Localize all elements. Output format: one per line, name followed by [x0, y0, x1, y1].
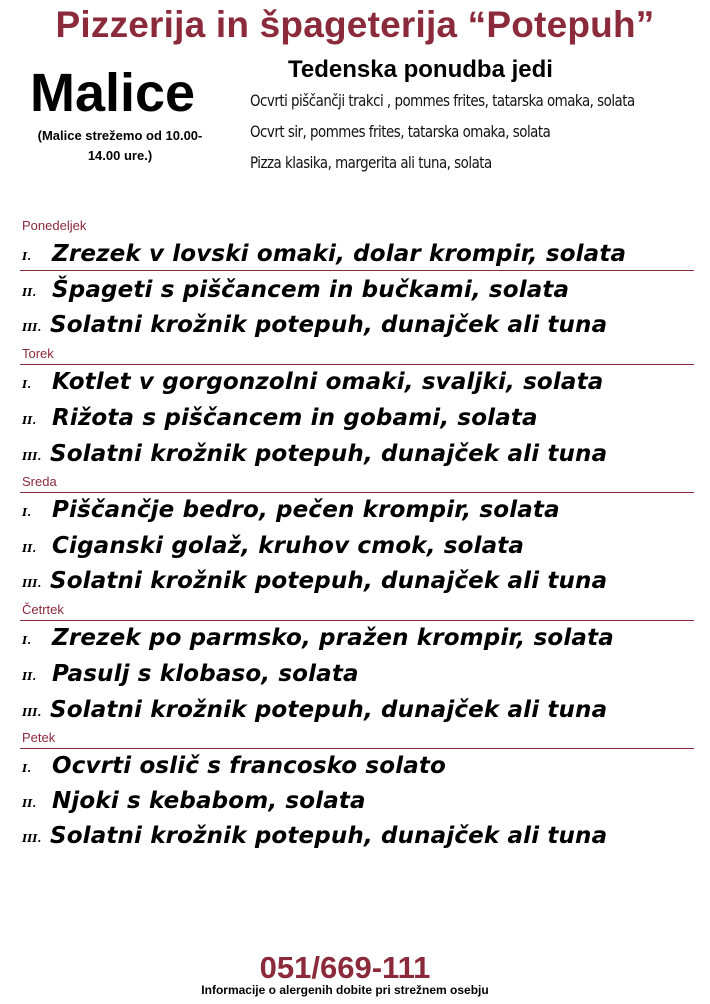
dish-name: Ciganski golaž, kruhov cmok, solata [52, 533, 525, 559]
day-divider [20, 748, 694, 749]
dish-name: Solatni krožnik potepuh, dunajček ali tuna [50, 823, 608, 849]
allergen-note: Informacije o alergenih dobite pri strežnem osebju [201, 983, 489, 997]
dish-name: Zrezek v lovski omaki, dolar krompir, solata [52, 241, 627, 267]
weekly-offer-title: Tedenska ponudba jedi [288, 56, 553, 83]
dish-name: Solatni krožnik potepuh, dunajček ali tuna [50, 568, 608, 594]
item-numeral: I. [22, 506, 31, 519]
dish-name: Špageti s piščancem in bučkami, solata [52, 277, 570, 303]
dish-name: Solatni krožnik potepuh, dunajček ali tuna [50, 312, 608, 338]
weekly-offer-item: Pizza klasika, margerita ali tuna, solata [250, 155, 492, 173]
item-numeral: II. [22, 670, 37, 683]
day-label: Torek [22, 346, 54, 361]
day-divider [20, 620, 694, 621]
weekly-offer-item: Ocvrti piščančji trakci , pommes frites, tatarska omaka, solata [250, 93, 635, 111]
item-numeral: I. [22, 762, 31, 775]
restaurant-title: Pizzerija in špageterija “Potepuh” [55, 4, 655, 45]
item-numeral: II. [22, 286, 37, 299]
item-numeral: II. [22, 414, 37, 427]
day-divider [20, 492, 694, 493]
day-label: Sreda [22, 474, 57, 489]
dish-name: Piščančje bedro, pečen krompir, solata [52, 497, 560, 523]
item-numeral: I. [22, 250, 31, 263]
item-numeral: II. [22, 797, 37, 810]
section-title: Malice [30, 63, 196, 123]
item-numeral: I. [22, 378, 31, 391]
dish-name: Solatni krožnik potepuh, dunajček ali tuna [50, 441, 608, 467]
phone-number: 051/669-111 [259, 950, 431, 985]
dish-name: Njoki s kebabom, solata [52, 788, 366, 814]
serving-hours-note: (Malice strežemo od 10.00- 14.00 ure.) [37, 128, 203, 163]
dish-name: Pasulj s klobaso, solata [52, 661, 359, 687]
day-divider [20, 270, 694, 271]
dish-name: Solatni krožnik potepuh, dunajček ali tuna [50, 697, 608, 723]
item-numeral: III. [22, 832, 42, 845]
item-numeral: I. [22, 634, 31, 647]
dish-name: Zrezek po parmsko, pražen krompir, solata [52, 625, 614, 651]
item-numeral: III. [22, 450, 42, 463]
item-numeral: III. [22, 577, 42, 590]
day-label: Ponedeljek [22, 218, 87, 233]
day-label: Petek [22, 730, 56, 745]
item-numeral: III. [22, 706, 42, 719]
item-numeral: III. [22, 321, 42, 334]
day-label: Četrtek [22, 602, 64, 617]
dish-name: Kotlet v gorgonzolni omaki, svaljki, solata [52, 369, 604, 395]
dish-name: Rižota s piščancem in gobami, solata [52, 405, 538, 431]
weekly-offer-list [250, 93, 635, 186]
day-divider [20, 364, 694, 365]
weekly-offer-item: Ocvrt sir, pommes frites, tatarska omaka, solata [250, 124, 551, 142]
dish-name: Ocvrti oslič s francosko solato [52, 753, 446, 779]
item-numeral: II. [22, 542, 37, 555]
